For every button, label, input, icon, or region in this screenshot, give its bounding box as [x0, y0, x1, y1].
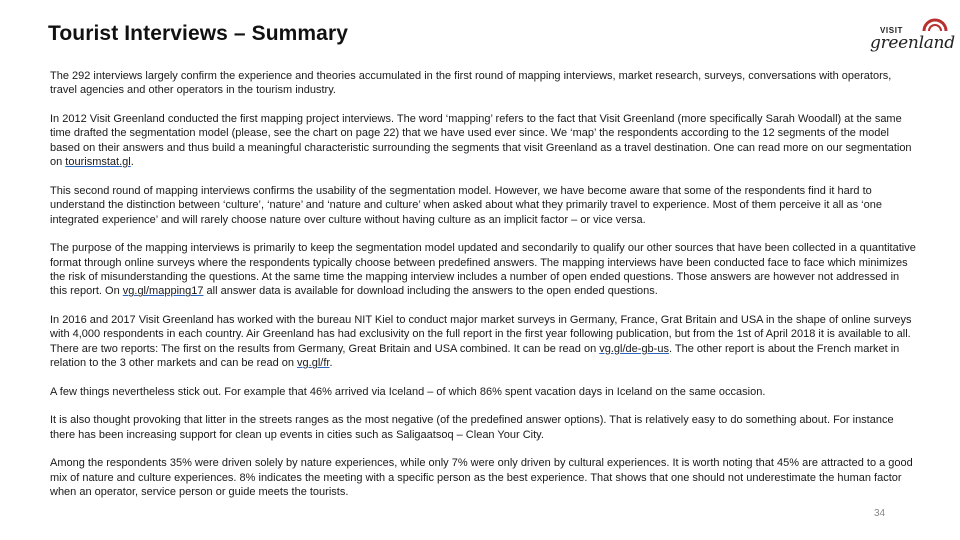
paragraph-text: .: [329, 357, 333, 370]
paragraph-segmentation: This second round of mapping interviews confirms the usability of the segmentation model. However, we have become aware that some of the respondents find it hard to understand the distinction between ‘culture’, ‘nature’ and ‘nature and culture’ when asked about what they primarily travel to experience. Most of them perceive it all as ‘one integrated experience’ and will rarely choose nature over culture without having culture as an implicit factor – or vice versa.: [50, 184, 882, 226]
mapping17-link[interactable]: vg.gl/mapping17: [122, 285, 204, 298]
logo-visit-text: VISIT: [880, 26, 904, 35]
paragraph-overview: The 292 interviews largely confirm the experience and theories accumulated in the first round of mapping interviews, market research, surveys, conversations with operators, travel agencies and other operators in the tourism industry.: [50, 70, 892, 97]
paragraph-litter: It is also thought provoking that litter in the streets ranges as the most negative (of the predefined answer options). That is relatively easy to do something about. For instance there has been increasing support for clean up events in cities such as Saligaatsoq – Clean Your City.: [50, 414, 894, 441]
paragraph-text: In 2012 Visit Greenland conducted the first mapping project interviews. The word ‘mapping’ refers to the fact that Visit Greenland (more specifically Sarah Woodall) at the same time drafted the segmentation model (please, see the chart on page 22) that we have used ever since. We ‘map’ the respondents according to the 12 segments of the model based on their answers and thus build a meaningful characteristic surrounding the segments that visit Greenland as a travel destination. One can read more on our segmentation on: [50, 113, 912, 169]
paragraph-text: .: [130, 156, 134, 169]
page-title: Tourist Interviews – Summary: [48, 22, 349, 45]
tourismstat-link[interactable]: tourismstat.gl: [65, 156, 131, 169]
paragraph-iceland: A few things nevertheless stick out. For example that 46% arrived via Iceland – of which 86% spent vacation days in Iceland on the same occasion.: [50, 385, 766, 398]
paragraph-text: all answer data is available for download including the answers to the open ended questions.: [203, 285, 658, 298]
visit-greenland-logo: [868, 14, 955, 58]
paragraph-market-surveys: [50, 313, 916, 371]
summary-body: [50, 69, 916, 514]
paragraph-motivations: Among the respondents 35% were driven solely by nature experiences, while only 7% were only driven by cultural experiences. It is worth noting that 45% are attracted to a good mix of nature and culture experiences. 8% indicates the meeting with a specific person as the best experience. That shows that one should not underestimate the human factor when an operator, service person or guide meets the tourists.: [50, 457, 913, 499]
de-gb-us-link[interactable]: vg.gl/de-gb-us: [599, 342, 669, 355]
page-number: 34: [874, 508, 886, 519]
logo-greenland-text: greenland: [870, 33, 955, 53]
paragraph-text: In 2016 and 2017 Visit Greenland has worked with the bureau NIT Kiel to conduct major market surveys in Germany, France, Grat Britain and USA in the shape of online surveys with 4,000 respondents in each country. Air Greenland has had exclusivity on the full report in the first year following publication, but from the 1st of April 2018 it is available to all. There are two reports: The first on the results from Germany, Great Britain and USA combined. It can be read on: [50, 314, 912, 355]
paragraph-text: . The other report is about the French market in relation to the 3 other markets and can be read on: [50, 342, 900, 370]
paragraph-purpose: [50, 241, 916, 299]
fr-link[interactable]: vg.gl/fr: [297, 357, 330, 370]
paragraph-mapping-history: [50, 112, 916, 170]
paragraph-text: The purpose of the mapping interviews is primarily to keep the segmentation model updated and secondarily to qualify our other sources that have been collected in a quantitative format through online surveys where the respondents typically choose between predefined answers. The mapping interviews have been conducted face to face which minimizes the risk of misunderstanding the questions. At the same time the mapping interview includes a number of open ended questions. Those answers are however not addressed in this report. On: [50, 242, 916, 298]
